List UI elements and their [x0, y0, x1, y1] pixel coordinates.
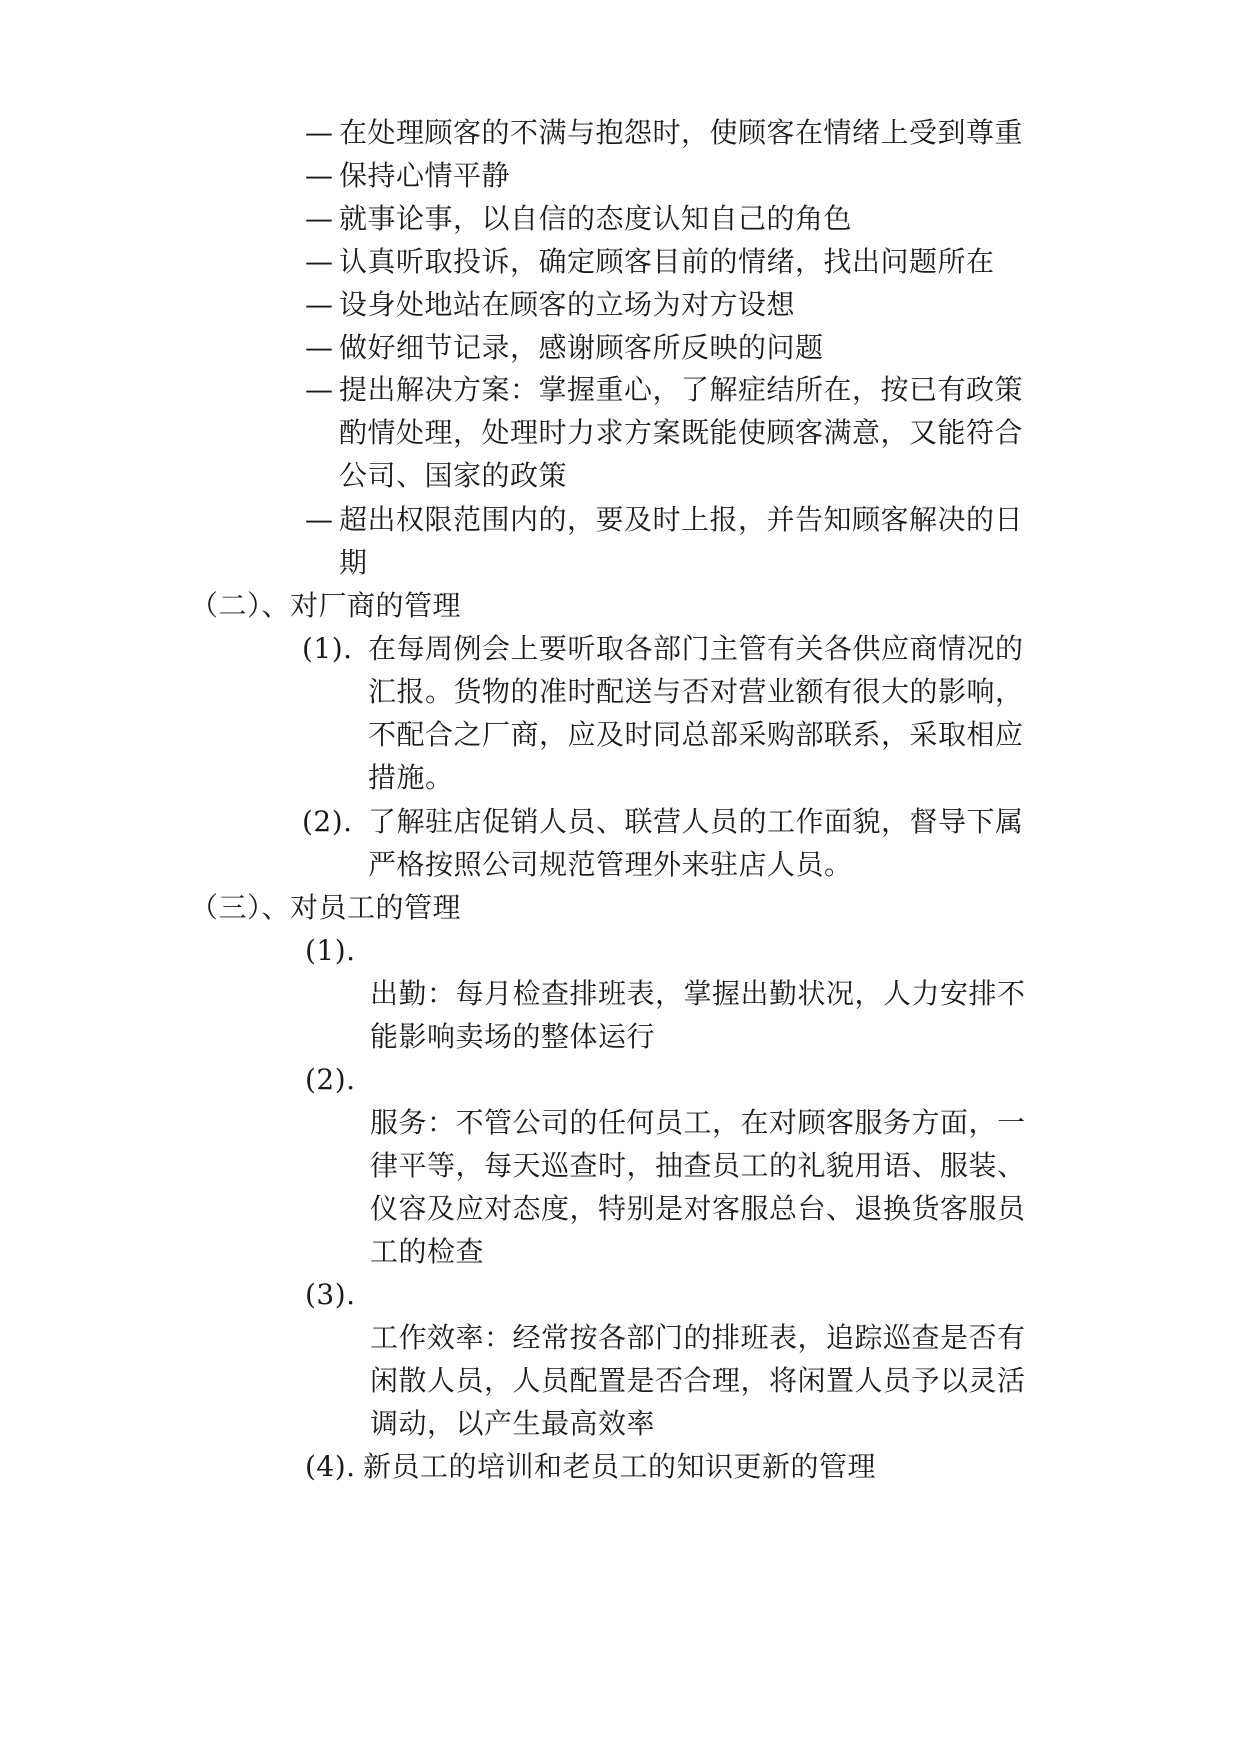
bullet-item-4 — [305, 245, 995, 279]
section-2-item-1 — [302, 632, 1024, 666]
item-number: (4). — [305, 1450, 356, 1483]
section-3-item-1-line-2: 能影响卖场的整体运行 — [370, 1020, 656, 1053]
bullet-text: 做好细节记录，感谢顾客所反映的问题 — [339, 331, 824, 364]
section-3-item-2-line-4: 工的检查 — [370, 1235, 485, 1268]
section-3-item-1-number: (1). — [305, 934, 356, 967]
section-2-item-1-cont-1: 汇报。货物的准时配送与否对营业额有很大的影响， — [368, 675, 1024, 708]
dash-mark: — — [305, 245, 334, 278]
bullet-item-7-cont-2: 公司、国家的政策 — [339, 459, 568, 492]
item-text: 了解驻店促销人员、联营人员的工作面貌，督导下属 — [368, 805, 1024, 838]
bullet-item-8 — [305, 503, 1023, 537]
bullet-item-3 — [305, 202, 852, 236]
section-3-item-4 — [305, 1450, 876, 1484]
section-3-item-3-line-2: 闲散人员，人员配置是否合理，将闲置人员予以灵活 — [370, 1364, 1026, 1397]
dash-mark: — — [305, 116, 334, 149]
bullet-item-2 — [305, 159, 510, 193]
bullet-text: 超出权限范围内的，要及时上报，并告知顾客解决的日 — [339, 503, 1024, 536]
item-text: 在每周例会上要听取各部门主管有关各供应商情况的 — [368, 632, 1024, 665]
dash-mark: — — [305, 503, 334, 536]
bullet-text: 提出解决方案：掌握重心，了解症结所在，按已有政策 — [339, 373, 1024, 406]
section-2-heading: （二）、对厂商的管理 — [190, 589, 462, 622]
item-text: 新员工的培训和老员工的知识更新的管理 — [363, 1450, 877, 1483]
section-2-item-2-cont-1: 严格按照公司规范管理外来驻店人员。 — [368, 848, 853, 881]
item-number: (2). — [302, 805, 353, 838]
bullet-item-6 — [305, 331, 824, 365]
dash-mark: — — [305, 373, 334, 406]
section-3-item-2-line-3: 仪容及应对态度，特别是对客服总台、退换货客服员 — [370, 1192, 1026, 1225]
bullet-item-8-cont-1: 期 — [339, 546, 368, 579]
section-2-item-2 — [302, 805, 1024, 839]
bullet-item-5 — [305, 288, 795, 322]
section-3-item-2-line-2: 律平等，每天巡查时，抽查员工的礼貌用语、服装、 — [370, 1149, 1026, 1182]
section-2-item-1-cont-3: 措施。 — [368, 761, 454, 794]
section-3-heading: （三）、对员工的管理 — [190, 891, 462, 924]
dash-mark: — — [305, 331, 334, 364]
dash-mark: — — [305, 159, 334, 192]
bullet-item-7 — [305, 373, 1023, 407]
section-3-item-2-line-1: 服务：不管公司的任何员工，在对顾客服务方面，一 — [370, 1106, 1026, 1139]
dash-mark: — — [305, 202, 334, 235]
section-3-item-3-number: (3). — [305, 1278, 356, 1311]
bullet-text: 认真听取投诉，确定顾客目前的情绪，找出问题所在 — [339, 245, 995, 278]
section-3-item-3-line-1: 工作效率：经常按各部门的排班表，追踪巡查是否有 — [370, 1321, 1026, 1354]
bullet-item-1 — [305, 116, 1023, 150]
section-3-item-2-number: (2). — [305, 1063, 356, 1096]
bullet-item-7-cont-1: 酌情处理，处理时力求方案既能使顾客满意，又能符合 — [339, 416, 1024, 449]
section-2-item-1-cont-2: 不配合之厂商，应及时同总部采购部联系，采取相应 — [368, 718, 1024, 751]
dash-mark: — — [305, 288, 334, 321]
section-3-item-1-line-1: 出勤：每月检查排班表，掌握出勤状况，人力安排不 — [370, 977, 1026, 1010]
bullet-text: 设身处地站在顾客的立场为对方设想 — [339, 288, 796, 321]
section-3-item-3-line-3: 调动，以产生最高效率 — [370, 1407, 656, 1440]
bullet-text: 就事论事，以自信的态度认知自己的角色 — [339, 202, 853, 235]
bullet-text: 保持心情平静 — [339, 159, 511, 192]
item-number: (1). — [302, 632, 353, 665]
bullet-text: 在处理顾客的不满与抱怨时，使顾客在情绪上受到尊重 — [339, 116, 1024, 149]
